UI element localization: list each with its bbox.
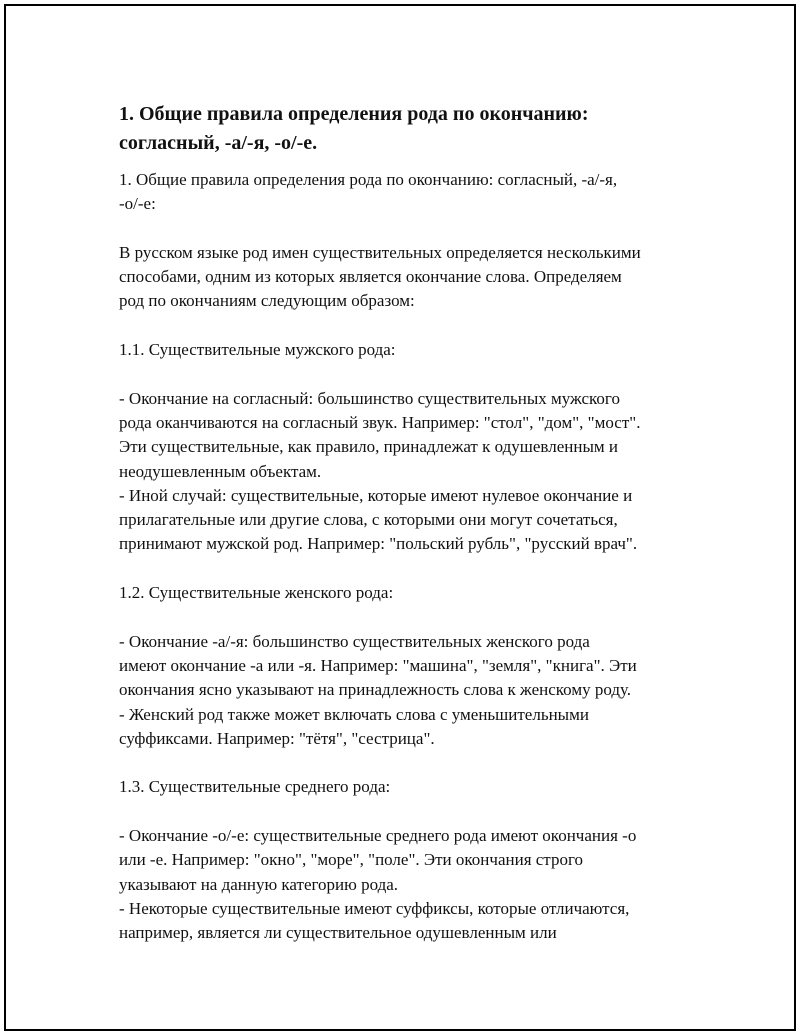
text-line: В русском языке род имен существительных определяется несколькими bbox=[119, 242, 641, 262]
text-line: 1. Общие правила определения рода по окончанию: согласный, -а/-я, bbox=[119, 170, 618, 189]
section-1-heading bbox=[119, 338, 699, 362]
text-line: окончания ясно указывают на принадлежность слова к женскому роду. bbox=[119, 680, 632, 700]
section-1-body bbox=[119, 387, 699, 557]
text-line: - Окончание на согласный: большинство существительных мужского bbox=[119, 388, 620, 408]
text-line: Эти существительные, как правило, принадлежат к одушевленным и bbox=[119, 437, 618, 457]
text-line: - Некоторые существительные имеют суффиксы, которые отличаются, bbox=[119, 898, 630, 918]
text-line: 1.3. Существительные среднего рода: bbox=[119, 777, 391, 797]
text-line: рода оканчиваются на согласный звук. Например: "стол", "дом", "мост". bbox=[119, 412, 641, 432]
section-3-body bbox=[119, 824, 699, 945]
text-line: 1.1. Существительные мужского рода: bbox=[119, 340, 396, 360]
title-line: 1. Общие правила определения рода по окончанию: bbox=[119, 103, 589, 125]
text-line: - Иной случай: существительные, которые имеют нулевое окончание и bbox=[119, 485, 633, 505]
section-3-heading bbox=[119, 775, 699, 799]
document-content bbox=[119, 100, 699, 946]
text-line: суффиксами. Например: "тётя", "сестрица". bbox=[119, 728, 435, 748]
title-line: согласный, -а/-я, -о/-е. bbox=[119, 132, 318, 154]
text-line: прилагательные или другие слова, с которыми они могут сочетаться, bbox=[119, 510, 618, 530]
paragraph-gap bbox=[119, 314, 699, 338]
text-line: указывают на данную категорию рода. bbox=[119, 874, 399, 894]
document-page bbox=[4, 4, 796, 1031]
text-line: - Окончание -а/-я: большинство существительных женского рода bbox=[119, 631, 590, 651]
text-line: способами, одним из которых является окончание слова. Определяем bbox=[119, 267, 622, 287]
paragraph-gap bbox=[119, 217, 699, 241]
section-2-heading bbox=[119, 581, 699, 605]
paragraph-gap bbox=[119, 800, 699, 824]
paragraph-gap bbox=[119, 751, 699, 775]
text-line: имеют окончание -а или -я. Например: "машина", "земля", "книга". Эти bbox=[119, 655, 637, 675]
text-line: -о/-е: bbox=[119, 194, 156, 214]
text-line: - Женский род также может включать слова с уменьшительными bbox=[119, 704, 589, 724]
paragraph-1 bbox=[119, 241, 699, 314]
document-title bbox=[119, 100, 699, 158]
text-line: неодушевленным объектам. bbox=[119, 461, 322, 481]
paragraph-gap bbox=[119, 605, 699, 629]
text-line: принимают мужской род. Например: "польский рубль", "русский врач". bbox=[119, 534, 638, 554]
text-line: или -е. Например: "окно", "море", "поле". Эти окончания строго bbox=[119, 850, 583, 870]
paragraph-gap bbox=[119, 557, 699, 581]
section-2-body bbox=[119, 630, 699, 751]
text-line: род по окончаниям следующим образом: bbox=[119, 291, 415, 311]
text-line: - Окончание -о/-е: существительные среднего рода имеют окончания -о bbox=[119, 826, 637, 846]
text-line: 1.2. Существительные женского рода: bbox=[119, 583, 394, 603]
paragraph-gap bbox=[119, 362, 699, 386]
text-line: например, является ли существительное одушевленным или bbox=[119, 923, 557, 943]
intro-paragraph bbox=[119, 168, 699, 217]
